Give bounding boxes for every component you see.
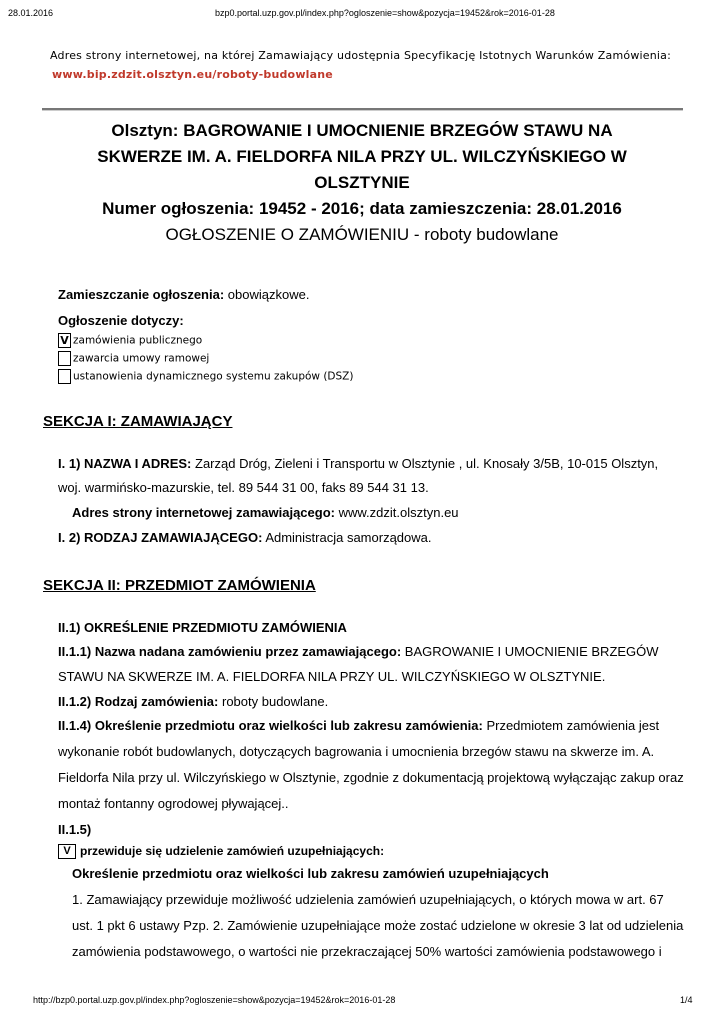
supplementary-scope-label: Określenie przedmiotu oraz wielkości lub zakresu zamówień uzupełniających <box>72 866 549 881</box>
checkbox[interactable] <box>58 351 71 366</box>
siwz-link[interactable]: www.bip.zdzit.olsztyn.eu/roboty-budowlane <box>52 68 333 81</box>
checkbox[interactable]: V <box>58 844 76 859</box>
concerns-label: Ogłoszenie dotyczy: <box>58 313 184 328</box>
section-1-heading: SEKCJA I: ZAMAWIAJĄCY <box>43 413 233 430</box>
page-number: 1/4 <box>680 995 693 1005</box>
option-label: zawarcia umowy ramowej <box>73 352 210 365</box>
section-2-sub1: II.1) OKREŚLENIE PRZEDMIOTU ZAMÓWIENIA <box>58 620 347 635</box>
order-kind-label: II.1.2) Rodzaj zamówienia: <box>58 694 219 709</box>
print-date: 28.01.2016 <box>8 8 54 18</box>
placement-label: Zamieszczanie ogłoszenia: <box>58 287 225 302</box>
siwz-label: Adres strony internetowej, na której Zamawiający udostępnia Specyfikację Istotnych Warunków Zamówienia: <box>50 49 672 62</box>
announcement-number: Numer ogłoszenia: 19452 - 2016; data zamieszczenia: 28.01.2016 <box>102 199 622 218</box>
title-line-2: SKWERZE IM. A. FIELDORFA NILA PRZY UL. WILCZYŃSKIEGO W <box>97 147 627 166</box>
supplementary-text-2: ust. 1 pkt 6 ustawy Pzp. 2. Zamówienie uzupełniające może zostać udzielone w okresie 3 lat od udzielenia <box>72 918 684 933</box>
supplementary-text-3: zamówienia podstawowego, o wartości nie przekraczającej 50% wartości zamówienia podstawowego i <box>72 944 662 959</box>
concerns-option <box>58 369 353 384</box>
order-scope-label: II.1.4) Określenie przedmiotu oraz wielkości lub zakresu zamówienia: <box>58 718 483 733</box>
order-kind <box>58 694 328 709</box>
divider <box>42 108 683 111</box>
www-label: Adres strony internetowej zamawiającego: <box>72 505 335 520</box>
order-scope-line-4: montaż fontanny ogrodowej pływającej.. <box>58 796 289 811</box>
checkbox[interactable]: V <box>58 333 71 348</box>
concerns-option <box>58 333 202 348</box>
section-2-115: II.1.5) <box>58 822 92 837</box>
type-label: I. 2) RODZAJ ZAMAWIAJĄCEGO: <box>58 530 263 545</box>
order-name-label: II.1.1) Nazwa nadana zamówieniu przez zamawiającego: <box>58 644 402 659</box>
concerns-option <box>58 351 209 366</box>
section-1-name-cont: woj. warmińsko-mazurskie, tel. 89 544 31 00, faks 89 544 31 13. <box>58 480 429 495</box>
name-value: Zarząd Dróg, Zieleni i Transportu w Olsztynie , ul. Knosały 3/5B, 10-015 Olsztyn, <box>195 456 659 471</box>
supplementary-label: przewiduje się udzielenie zamówień uzupełniających: <box>80 844 385 858</box>
www-value[interactable]: www.zdzit.olsztyn.eu <box>338 505 459 520</box>
placement <box>58 287 309 302</box>
title-line-3: OLSZTYNIE <box>314 173 410 192</box>
title-line-1: Olsztyn: BAGROWANIE I UMOCNIENIE BRZEGÓW STAWU NA <box>111 121 613 140</box>
checkbox[interactable] <box>58 369 71 384</box>
type-value: Administracja samorządowa. <box>265 530 432 545</box>
placement-value: obowiązkowe. <box>227 287 310 302</box>
name-label: I. 1) NAZWA I ADRES: <box>58 456 192 471</box>
section-2-heading: SEKCJA II: PRZEDMIOT ZAMÓWIENIA <box>43 577 316 594</box>
section-1-type <box>58 530 432 545</box>
print-url: bzp0.portal.uzp.gov.pl/index.php?ogloszenie=show&pozycja=19452&rok=2016-01-28 <box>215 8 555 18</box>
order-scope-line-3: Fieldorfa Nila przy ul. Wilczyńskiego w Olsztynie, zgodnie z dokumentacją projektową wyłączając zakup oraz <box>58 770 684 785</box>
footer-url: http://bzp0.portal.uzp.gov.pl/index.php?ogloszenie=show&pozycja=19452&rok=2016-01-28 <box>33 995 396 1005</box>
supplementary-orders <box>58 844 384 859</box>
supplementary-text-1: 1. Zamawiający przewiduje możliwość udzielenia zamówień uzupełniających, o których mowa w art. 67 <box>72 892 664 907</box>
order-kind-value: roboty budowlane. <box>222 694 329 709</box>
page-title <box>60 118 664 248</box>
order-name-value: BAGROWANIE I UMOCNIENIE BRZEGÓW <box>404 644 659 659</box>
order-scope <box>58 718 659 733</box>
order-scope-line-2: wykonanie robót budowlanych, dotyczących bagrowania i umocnienia brzegów stawu na skwerze im. A. <box>58 744 655 759</box>
order-name <box>58 644 659 659</box>
option-label: ustanowienia dynamicznego systemu zakupów (DSZ) <box>73 370 354 383</box>
order-name-cont: STAWU NA SKWERZE IM. A. FIELDORFA NILA PRZY UL. WILCZYŃSKIEGO W OLSZTYNIE. <box>58 669 606 684</box>
section-1-www <box>72 505 459 520</box>
section-1-name <box>58 456 658 471</box>
announcement-type: OGŁOSZENIE O ZAMÓWIENIU - roboty budowlane <box>165 225 559 244</box>
option-label: zamówienia publicznego <box>73 334 203 347</box>
order-scope-value: Przedmiotem zamówienia jest <box>486 718 660 733</box>
